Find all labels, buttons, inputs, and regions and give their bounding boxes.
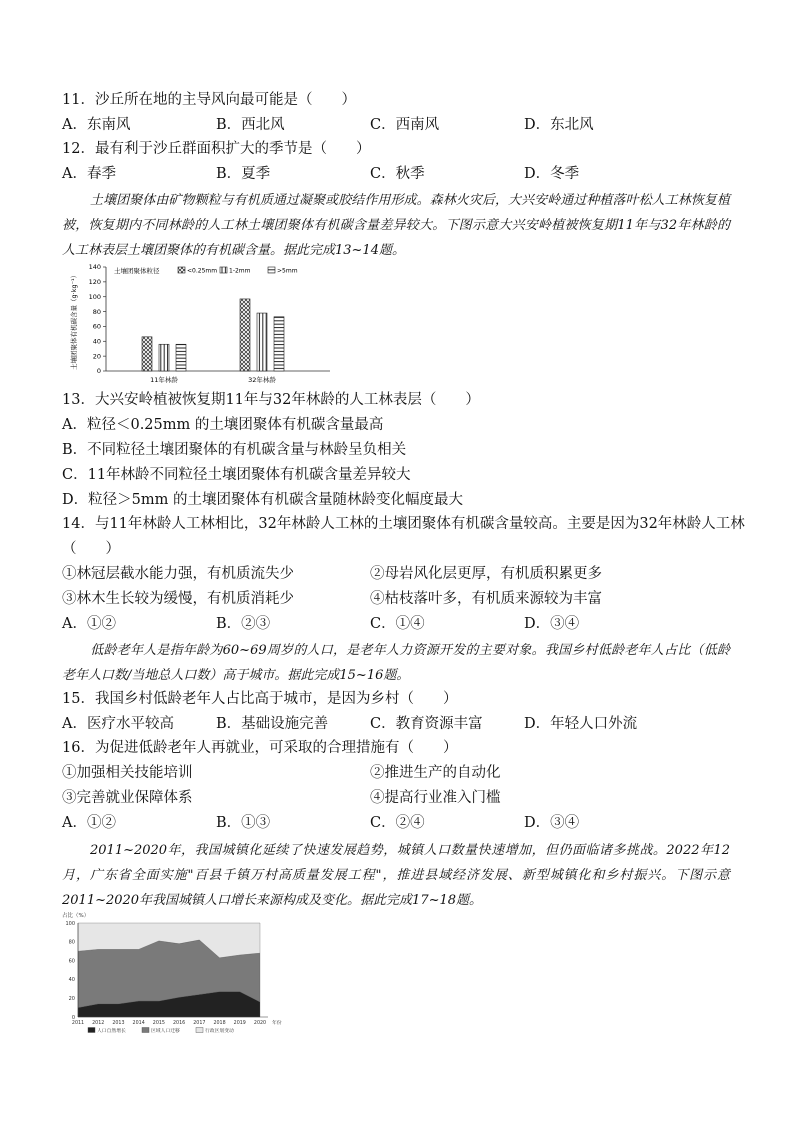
area-x-tick-label: 2018 — [213, 1021, 226, 1026]
bar-legend-swatch — [178, 267, 185, 273]
bar-y-tick-label: 140 — [88, 263, 101, 272]
q13-stem: 13．大兴安岭植被恢复期11年与32年林龄的人工林表层（ ） — [62, 392, 480, 408]
area-legend-swatch — [196, 1028, 203, 1033]
q12-option-d[interactable]: D．冬季 — [524, 166, 580, 182]
q14-option-a[interactable]: A．①② — [62, 616, 116, 632]
q16-option-c[interactable]: C．②④ — [370, 815, 425, 831]
q14-option-d[interactable]: D．③④ — [524, 616, 580, 632]
area-x-tick-label: 2014 — [132, 1021, 145, 1026]
area-legend-swatch — [142, 1028, 149, 1033]
q12-option-a[interactable]: A．春季 — [62, 166, 116, 182]
bar-legend-label: <0.25mm — [187, 267, 218, 275]
area-chart-x-label: 年份 — [272, 1021, 282, 1026]
bar-legend-swatch — [268, 267, 275, 273]
area-x-tick-label: 2016 — [173, 1021, 186, 1026]
q16-option-d[interactable]: D．③④ — [524, 815, 580, 831]
bar-y-tick-label: 0 — [96, 367, 101, 376]
area-y-tick-label: 60 — [68, 958, 75, 965]
area-y-tick-label: 40 — [68, 977, 75, 984]
area-chart-y-label: 占比（%） — [62, 913, 90, 919]
bar — [257, 313, 267, 371]
bar-y-tick-label: 120 — [88, 278, 101, 287]
q14-stem-bracket: （ ） — [62, 541, 120, 557]
bar-legend-swatch — [220, 267, 227, 273]
q14-stem: 14．与11年林龄人工林相比，32年林龄人工林的土壤团聚体有机碳含量较高。主要是因为32年林龄人工林 — [62, 516, 745, 532]
area-x-tick-label: 2020 — [253, 1021, 267, 1026]
bar-legend-label: 1-2mm — [229, 267, 251, 275]
material-paragraph-1: 土壤团聚体由矿物颗粒与有机质通过凝聚或胶结作用形成。森林火灾后，大兴安岭通过种植落叶松人工林恢复植被，恢复期内不同林龄的人工林土壤团聚体有机碳含量差异较大。下图示意大兴安岭植被恢复期11年与32年林龄的人工林表层土壤团聚体的有机碳含量。据此完成13~14题。 — [62, 193, 730, 258]
q14-statement-4: ④枯枝落叶多，有机质来源较为丰富 — [370, 591, 602, 607]
q16-statement-1: ①加强相关技能培训 — [62, 765, 193, 781]
bar-chart-y-label: 土壤团聚体有机碳含量（g·kg⁻¹） — [70, 271, 78, 370]
area-y-tick-label: 0 — [71, 1014, 75, 1021]
q15-option-b[interactable]: B．基础设施完善 — [216, 716, 329, 732]
q12-option-c[interactable]: C．秋季 — [370, 166, 425, 182]
q14-option-c[interactable]: C．①④ — [370, 616, 425, 632]
area-y-tick-label: 100 — [65, 920, 75, 927]
q12-option-b[interactable]: B．夏季 — [216, 166, 271, 182]
q14-statement-1: ①林冠层截水能力强，有机质流失少 — [62, 566, 294, 582]
q11-option-b[interactable]: B．西北风 — [216, 117, 285, 133]
area-legend-swatch — [88, 1028, 95, 1033]
q16-option-a[interactable]: A．①② — [62, 815, 116, 831]
bar-y-tick-label: 20 — [92, 352, 101, 361]
area-chart — [58, 907, 288, 1037]
bar — [274, 317, 284, 371]
area-legend-label: 区域人口迁移 — [151, 1029, 180, 1034]
q13-option-a[interactable]: A．粒径＜0.25mm 的土壤团聚体有机碳含量最高 — [62, 417, 384, 433]
q15-option-a[interactable]: A．医疗水平较高 — [62, 716, 174, 732]
q13-option-b[interactable]: B．不同粒径土壤团聚体的有机碳含量与林龄呈负相关 — [62, 442, 407, 458]
bar-category-label: 32年林龄 — [248, 376, 276, 384]
bar-y-tick-label: 100 — [88, 292, 101, 301]
material-paragraph-3: 2011~2020年，我国城镇化延续了快速发展趋势，城镇人口数量快速增加，但仍面临诸多挑战。2022年12月，广东省全面实施"百县千镇万村高质量发展工程"，推进县域经济发展、新型城镇化和乡村振兴。下图示意2011~2020年我国城镇人口增长来源构成及变化。据此完成17~18题。 — [62, 843, 730, 908]
q15-option-d[interactable]: D．年轻人口外流 — [524, 716, 638, 732]
bar-y-tick-label: 40 — [92, 337, 101, 346]
q11-option-c[interactable]: C．西南风 — [370, 117, 440, 133]
area-x-tick-label: 2013 — [112, 1021, 125, 1026]
q16-option-b[interactable]: B．①③ — [216, 815, 271, 831]
q13-option-c[interactable]: C．11年林龄不同粒径土壤团聚体有机碳含量差异较大 — [62, 467, 411, 483]
q12-stem: 12．最有利于沙丘群面积扩大的季节是（ ） — [62, 141, 371, 157]
bar — [240, 299, 250, 371]
q16-statement-3: ③完善就业保障体系 — [62, 790, 193, 806]
area-x-tick-label: 2011 — [71, 1021, 85, 1026]
q11-stem: 11．沙丘所在地的主导风向最可能是（ ） — [62, 92, 356, 108]
q15-stem: 15．我国乡村低龄老年人占比高于城市，是因为乡村（ ） — [62, 691, 458, 707]
area-legend-label: 人口自然增长 — [97, 1029, 126, 1034]
q16-statement-2: ②推进生产的自动化 — [370, 765, 501, 781]
q16-stem: 16．为促进低龄老年人再就业，可采取的合理措施有（ ） — [62, 740, 458, 756]
q11-option-a[interactable]: A．东南风 — [62, 117, 131, 133]
bar-category-label: 11年林龄 — [150, 376, 178, 384]
bar-legend-label: >5mm — [277, 267, 298, 275]
material-paragraph-2: 低龄老年人是指年龄为60~69周岁的人口，是老年人力资源开发的主要对象。我国乡村低龄老年人占比（低龄老年人口数/当地总人口数）高于城市。据此完成15~16题。 — [62, 643, 730, 683]
q15-option-c[interactable]: C．教育资源丰富 — [370, 716, 483, 732]
bar-legend-title: 土壤团聚体粒径 — [114, 267, 160, 275]
q14-statement-2: ②母岩风化层更厚，有机质积累更多 — [370, 566, 602, 582]
q14-statement-3: ③林木生长较为缓慢，有机质消耗少 — [62, 591, 294, 607]
q11-option-d[interactable]: D．东北风 — [524, 117, 594, 133]
q13-option-d[interactable]: D．粒径＞5mm 的土壤团聚体有机碳含量随林龄变化幅度最大 — [62, 492, 463, 508]
area-x-tick-label: 2017 — [193, 1021, 206, 1026]
area-y-tick-label: 20 — [68, 996, 75, 1002]
area-x-tick-label: 2019 — [233, 1021, 246, 1026]
area-legend-label: 行政区划变动 — [205, 1029, 234, 1034]
area-x-tick-label: 2012 — [92, 1021, 105, 1026]
q14-option-b[interactable]: B．②③ — [216, 616, 271, 632]
bar — [159, 344, 169, 371]
bar-chart — [68, 262, 334, 386]
q16-statement-4: ④提高行业准入门槛 — [370, 790, 501, 806]
area-y-tick-label: 80 — [68, 939, 75, 946]
bar — [176, 344, 186, 371]
bar — [142, 337, 152, 371]
bar-y-tick-label: 60 — [92, 322, 101, 331]
area-x-tick-label: 2015 — [152, 1021, 165, 1026]
bar-y-tick-label: 80 — [92, 307, 101, 316]
